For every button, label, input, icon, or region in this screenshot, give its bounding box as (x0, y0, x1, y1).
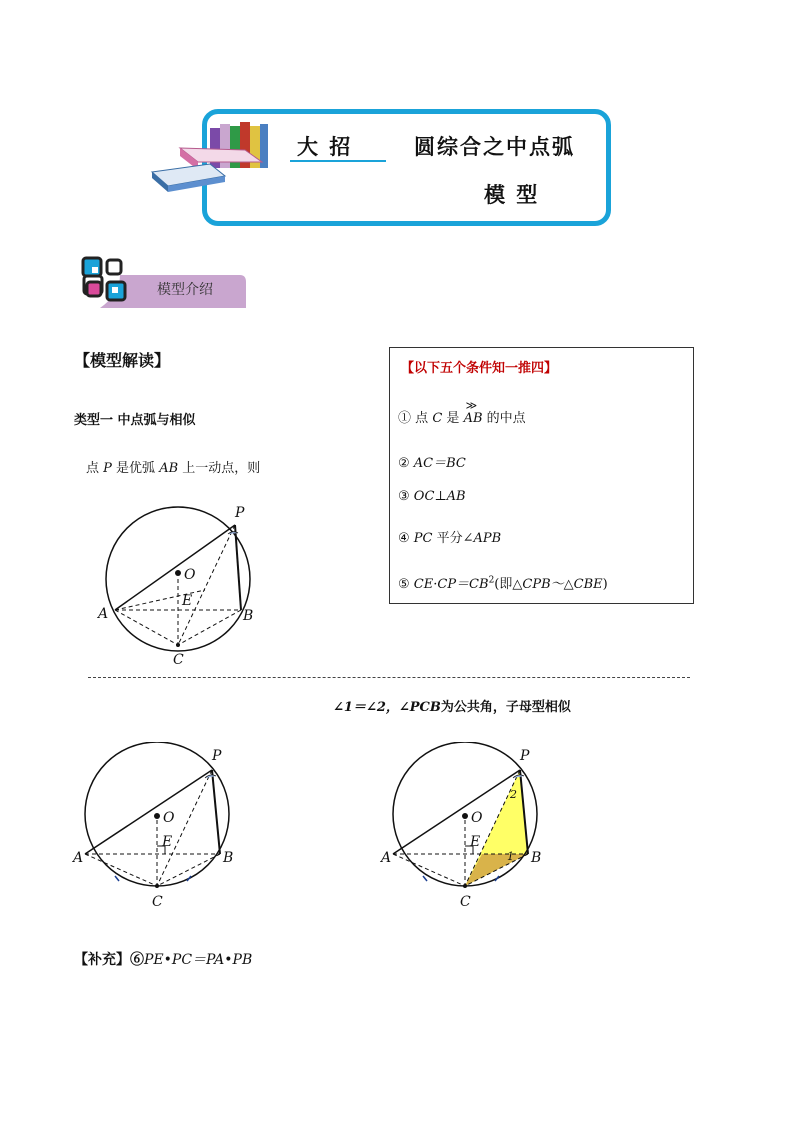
arc-ab (463, 399, 483, 426)
condition-3 (398, 489, 466, 504)
fig3-label-angle1: 1 (507, 850, 514, 863)
fig1-label-b: B (243, 608, 254, 624)
condition-text: (即 (494, 577, 513, 592)
condition-var: PC (413, 531, 433, 546)
fig2-label-e: E (162, 834, 173, 850)
condition-5 (398, 573, 608, 592)
fig2-line-ap (85, 770, 212, 854)
fig1-center-dot (175, 570, 181, 576)
supplement-expr: PE•PC＝PA•PB (144, 952, 253, 968)
mid-angle-eq: ∠1＝∠2， (333, 700, 399, 715)
fig2-center-dot (154, 813, 160, 819)
condition-text: 是 (446, 411, 460, 426)
condition-var: APB (473, 531, 502, 546)
condition-expr: CE·CP＝CB (413, 577, 489, 592)
condition-expr: OC⊥AB (413, 489, 466, 504)
dashed-divider (88, 677, 690, 678)
fig3-tick-left (423, 876, 427, 881)
conditions-title: 【以下五个条件知一推四】 (401, 361, 558, 376)
fig1-label-c: C (173, 652, 184, 668)
condition-1 (398, 399, 526, 426)
fig3-label-o: O (471, 810, 483, 826)
desc-var-ab: AB (159, 461, 179, 476)
banner-title-line2: 模 型 (484, 182, 540, 207)
desc-text: 点 (86, 461, 100, 476)
fig1-label-o: O (184, 567, 196, 583)
condition-arc-var: AB (463, 411, 483, 426)
condition-text: 平分∠ (436, 531, 474, 546)
conditions-box (389, 347, 694, 604)
fig2-tick-left (115, 876, 119, 881)
condition-text: 点 (415, 411, 429, 426)
fig3-label-a: A (381, 850, 392, 866)
supplement-num: ⑥ (130, 952, 144, 968)
fig2-line-bc (157, 854, 220, 886)
arc-mark-icon: ≫ (465, 399, 478, 412)
middle-statement (333, 696, 571, 715)
condition-text: 的中点 (486, 411, 526, 426)
fig2-line-ac (85, 854, 157, 886)
fig2-angle-mark (205, 775, 216, 778)
mid-angle-var: ∠PCB (398, 700, 441, 715)
condition-num: ③ (398, 489, 410, 504)
books-icon (150, 120, 275, 195)
fig2-label-o: O (163, 810, 175, 826)
fig3-label-angle2: 2 (510, 788, 517, 801)
fig2-point-c (155, 884, 159, 888)
fig1-label-a: A (98, 606, 109, 622)
fig3-line-ac (393, 854, 465, 886)
condition-num: ② (398, 456, 410, 471)
fig3-center-dot (462, 813, 468, 819)
fig1-label-p: P (235, 505, 245, 521)
banner-label: 大 招 (297, 134, 353, 159)
supplement-label: 【补充】 (74, 952, 130, 968)
fig1-line-pc (178, 525, 235, 645)
banner-title-line1: 圆综合之中点弧 (414, 134, 575, 159)
type1-title: 类型一 中点弧与相似 (74, 413, 196, 428)
type1-description (86, 457, 260, 476)
condition-4 (398, 527, 501, 546)
fig2-label-p: P (212, 748, 222, 764)
condition-text: ) (602, 577, 608, 592)
section-tag-label: 模型介绍 (157, 282, 213, 298)
condition-num: ⑤ (398, 577, 410, 592)
fig1-label-e: E (182, 593, 193, 609)
fig3-point-c (463, 884, 467, 888)
desc-text-suffix: 上一动点，则 (182, 461, 261, 476)
condition-var: C (432, 411, 443, 426)
fig2-label-a: A (73, 850, 84, 866)
condition-num: ④ (398, 531, 410, 546)
mid-text: 为公共角，子母型相似 (440, 700, 571, 715)
fig3-label-c: C (460, 894, 471, 910)
figure-1 (95, 500, 275, 675)
fig1-line-pb (235, 525, 241, 610)
desc-text-mid: 是优弧 (116, 461, 156, 476)
figure-2 (70, 742, 250, 917)
section-heading: 【模型解读】 (74, 351, 171, 370)
fig3-label-b: B (531, 850, 542, 866)
desc-var-p: P (103, 461, 112, 476)
condition-expr: AC＝BC (413, 456, 466, 471)
condition-num: ① (398, 411, 412, 426)
condition-2 (398, 452, 466, 471)
condition-sup: 2 (488, 575, 495, 586)
fig2-label-c: C (152, 894, 163, 910)
fig2-label-b: B (223, 850, 234, 866)
fig3-label-e: E (470, 834, 481, 850)
fig2-line-pb (212, 770, 220, 854)
figure-3 (378, 742, 558, 917)
fig1-point-c (176, 643, 180, 647)
fig3-label-p: P (520, 748, 530, 764)
fig1-line-ap (115, 525, 235, 610)
condition-expr: △CPB～△CBE (512, 577, 603, 592)
grid-icon (80, 255, 130, 307)
supplement (74, 949, 252, 969)
